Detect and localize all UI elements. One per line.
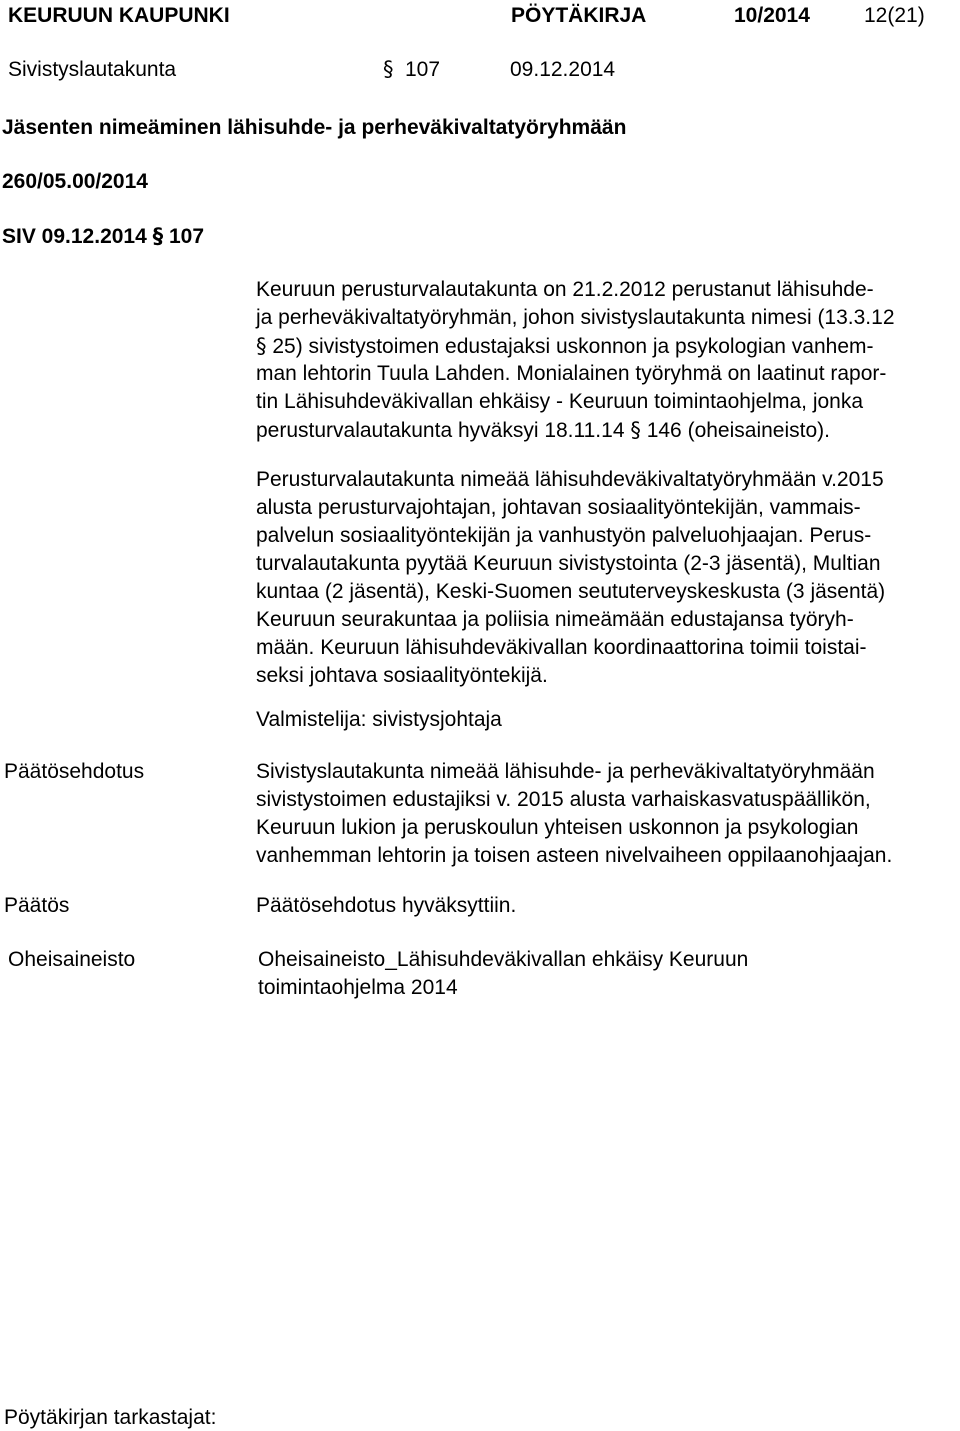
prev-handling-prefix: SIV 09.12.2014 [2,225,147,248]
page-title: Jäsenten nimeäminen lähisuhde- ja perheväkivaltatyöryhmään [2,116,627,139]
reviewers-label: Pöytäkirjan tarkastajat: [4,1406,217,1429]
committee-name: Sivistyslautakunta [8,58,177,81]
meeting-date: 09.12.2014 [510,58,616,81]
attachment-label: Oheisaineisto [8,948,136,971]
paragraph-line: § 25) sivistystoimen edustajaksi uskonnon ja psykologian vanhem- [256,334,874,358]
attachment-link: toimintaohjelma 2014 [258,976,458,999]
decision-label: Päätös [4,894,70,917]
paragraph-line: ja perheväkivaltatyöryhmän, johon sivistyslautakunta nimesi (13.3.12 [256,306,895,329]
paragraph-line: seksi johtava sosiaalityöntekijä. [256,664,548,687]
case-id: 260/05.00/2014 [2,170,148,193]
section-number: 107 [405,58,441,81]
paragraph-line: Keuruun lukion ja peruskoulun yhteisen uskonnon ja psykologian [256,816,859,839]
attachment-link: Oheisaineisto_Lähisuhdeväkivallan ehkäisy Keuruun [258,948,749,971]
section-icon: § [256,334,267,358]
paragraph-line: vanhemman lehtorin ja toisen asteen nivelvaiheen oppilaanohjaajan. [256,844,893,867]
paragraph-line: perusturvalautakunta hyväksyi 18.11.14 § 146 (oheisaineisto). [256,418,830,442]
page-number: 12(21) [864,4,925,27]
prev-handling-number: 107 [168,225,205,248]
doc-type: PÖYTÄKIRJA [511,4,647,27]
paragraph-line: sivistystoimen edustajiksi v. 2015 alusta varhaiskasvatuspäällikön, [256,788,871,811]
section-icon: § [383,57,394,81]
section-icon: § [630,418,641,442]
prev-handling [2,224,204,249]
paragraph-line: tin Lähisuhdeväkivallan ehkäisy - Keuruun toimintaohjelma, jonka [256,390,864,413]
paragraph-line: Perusturvalautakunta nimeää lähisuhdeväkivaltatyöryhmään v.2015 [256,468,884,491]
paragraph-line: Keuruun perusturvalautakunta on 21.2.2012 perustanut lähisuhde- [256,278,874,301]
paragraph-line: Keuruun seurakuntaa ja poliisia nimeämään edustajansa työryh- [256,608,854,631]
paragraph-line: alusta perusturvajohtajan, johtavan sosiaalityöntekijän, vammais- [256,496,861,519]
proposal-label: Päätösehdotus [4,760,145,783]
paragraph-line: man lehtorin Tuula Lahden. Monialainen työryhmä on laatinut rapor- [256,362,887,385]
org-name: KEURUUN KAUPUNKI [8,4,230,27]
decision-text: Päätösehdotus hyväksyttiin. [256,894,517,917]
section-icon: § [152,224,164,248]
paragraph-line: kuntaa (2 jäsentä), Keski-Suomen seututerveyskeskusta (3 jäsentä) [256,580,886,603]
paragraph-line: palvelun sosiaalityöntekijän ja vanhustyön palveluohjaajan. Perus- [256,524,872,547]
paragraph-line: Sivistyslautakunta nimeää lähisuhde- ja perheväkivaltatyöryhmään [256,760,875,783]
preparer: Valmistelija: sivistysjohtaja [256,708,502,731]
minutes-number: 10/2014 [734,4,810,27]
paragraph-line: mään. Keuruun lähisuhdeväkivallan koordinaattorina toimii toistai- [256,636,867,659]
paragraph-line: turvalautakunta pyytää Keuruun sivistystointa (2-3 jäsentä), Multian [256,552,881,575]
